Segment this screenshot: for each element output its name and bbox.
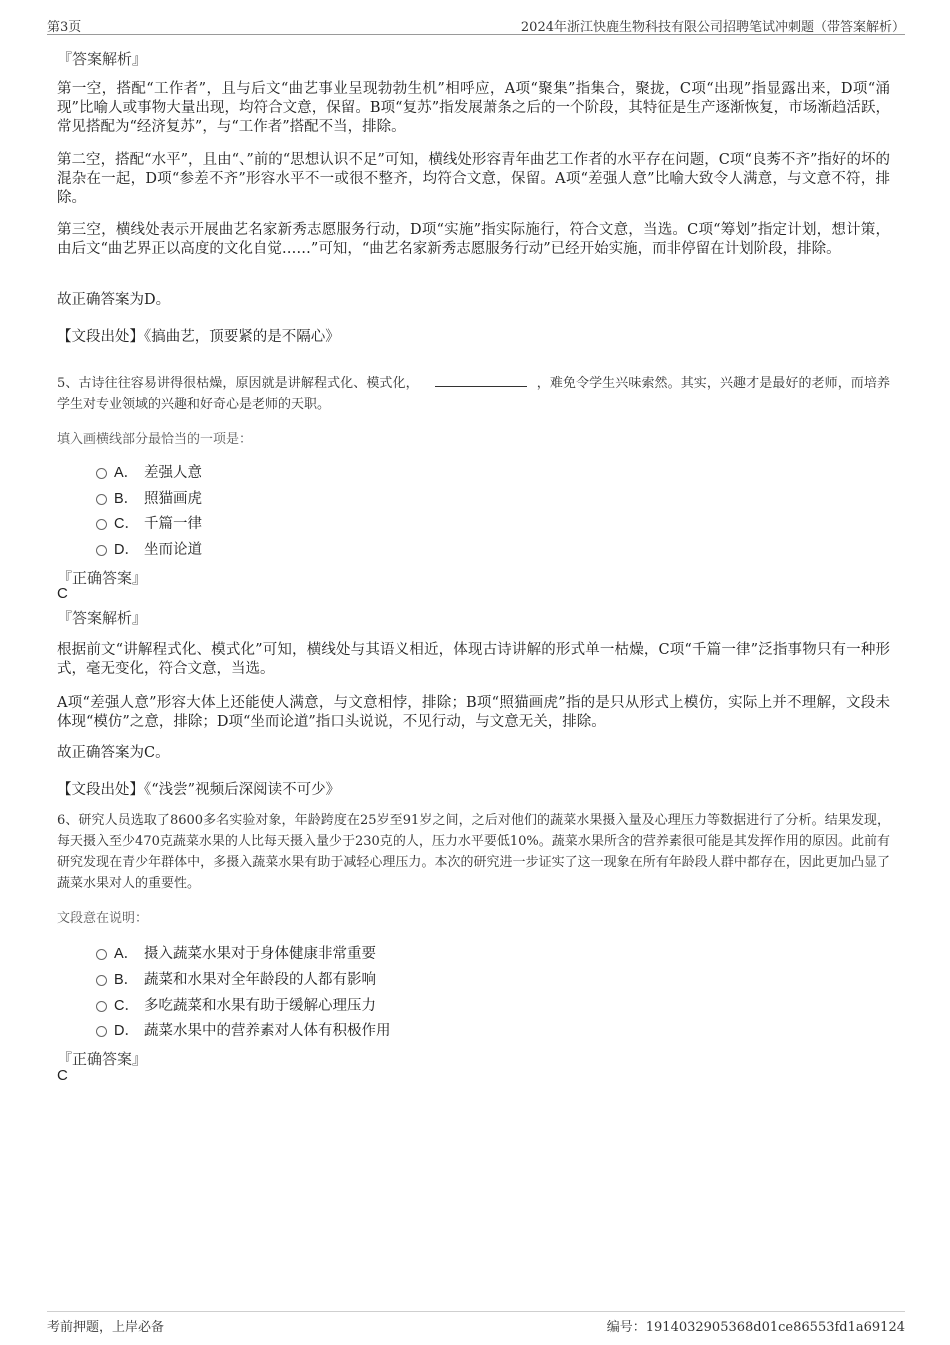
q5-correct-answer: C xyxy=(57,585,68,602)
option-text: 差强人意 xyxy=(144,465,202,481)
option-text: 坐而论道 xyxy=(144,542,202,558)
q5-blank xyxy=(435,374,527,387)
option-letter: B． xyxy=(114,491,139,507)
radio-icon[interactable] xyxy=(96,975,107,986)
q4-analysis-paragraph-3: 第三空，横线处表示开展曲艺名家新秀志愿服务行动，D项“实施”指实际施行，符合文意，当选。C项“筹划”指定计划，想计策，由后文“曲艺界正以高度的文化自觉……”可知，“曲艺名家新秀志愿服务行动”已经开始实施，而非停留在计划阶段，排除。 xyxy=(57,222,890,257)
q4-analysis-label: 『答案解析』 xyxy=(57,50,148,68)
option-text: 摄入蔬菜水果对于身体健康非常重要 xyxy=(144,946,376,962)
option-text: 千篇一律 xyxy=(144,516,202,532)
radio-icon[interactable] xyxy=(96,1026,107,1037)
q5-conclusion: 故正确答案为C。 xyxy=(57,745,170,761)
document-serial: 编号：1914032905368d01ce86553fd1a69124 xyxy=(606,1320,905,1335)
q5-source: 【文段出处】《“浅尝”视频后深阅读不可少》 xyxy=(57,782,341,798)
q5-stem-after: ，难免令学生兴味索然。其实，兴趣才是最好的老师，而培养学生对专业领域的兴趣和好奇心是老师的天职。 xyxy=(57,376,890,412)
radio-icon[interactable] xyxy=(96,545,107,556)
page-number: 第3页 xyxy=(47,20,82,35)
q4-analysis-paragraph-1: 第一空，搭配“工作者”，且与后文“曲艺事业呈现勃勃生机”相呼应，A项“聚集”指集合，聚拢，C项“出现”指显露出来，D项“涌现”比喻人或事物大量出现，均符合文意，保留。B项“复苏”指发展萧条之后的一个阶段，其特征是生产逐渐恢复，市场渐趋活跃，常见搭配为“经济复苏”，与“工作者”搭配不当，排除。 xyxy=(57,81,890,135)
q4-conclusion: 故正确答案为D。 xyxy=(57,292,171,308)
option-letter: C． xyxy=(114,998,139,1014)
q4-analysis-paragraph-2: 第二空，搭配“水平”，且由“、”前的“思想认识不足”可知，横线处形容青年曲艺工作者的水平存在问题，C项“良莠不齐”指好的坏的混杂在一起，D项“参差不齐”形容水平不一或很不整齐，均符合文意，保留。A项“差强人意”比喻大致令人满意，与文意不符，排除。 xyxy=(57,152,890,206)
q6-prompt: 文段意在说明： xyxy=(57,911,149,926)
q5-correct-label: 『正确答案』 xyxy=(57,569,148,587)
page-footer xyxy=(47,1311,905,1338)
radio-icon[interactable] xyxy=(96,949,107,960)
option-letter: A． xyxy=(114,946,139,962)
option-letter: D． xyxy=(114,542,139,558)
radio-icon[interactable] xyxy=(96,519,107,530)
option-text: 蔬菜水果中的营养素对人体有积极作用 xyxy=(144,1023,391,1039)
q4-source: 【文段出处】《搞曲艺，顶要紧的是不隔心》 xyxy=(57,329,340,345)
q6-stem: 6、研究人员选取了8600多名实验对象，年龄跨度在25岁至91岁之间，之后对他们的蔬菜水果摄入量及心理压力等数据进行了分析。结果发现，每天摄入至少470克蔬菜水果的人比每天摄入量少于230克的人，压力水平要低10%。蔬菜水果所含的营养素很可能是其发挥作用的原因。此前有研究发现在青少年群体中，多摄入蔬菜水果有助于减轻心理压力。本次的研究进一步证实了这一现象在所有年龄段人群中都存在，因此更加凸显了蔬菜水果对人的重要性。 xyxy=(57,813,890,891)
q5-analysis-label: 『答案解析』 xyxy=(57,609,148,627)
option-text: 蔬菜和水果对全年龄段的人都有影响 xyxy=(144,972,376,988)
page-header xyxy=(47,12,905,35)
option-letter: C． xyxy=(114,516,139,532)
option-letter: B． xyxy=(114,972,139,988)
q5-analysis-paragraph-2: A项“差强人意”形容大体上还能使人满意，与文意相悖，排除；B项“照猫画虎”指的是只从形式上模仿，实际上并不理解，文段未体现“模仿”之意，排除；D项“坐而论道”指口头说说，不见行动，与文意无关，排除。 xyxy=(57,695,890,730)
option-letter: A． xyxy=(114,465,139,481)
footer-slogan: 考前押题，上岸必备 xyxy=(47,1320,165,1335)
option-text: 照猫画虎 xyxy=(144,491,202,507)
q5-prompt: 填入画横线部分最恰当的一项是： xyxy=(57,432,253,447)
q6-correct-answer: C xyxy=(57,1067,68,1084)
q6-correct-label: 『正确答案』 xyxy=(57,1050,148,1068)
radio-icon[interactable] xyxy=(96,468,107,479)
q5-analysis-paragraph-1: 根据前文“讲解程式化、模式化”可知，横线处与其语义相近，体现古诗讲解的形式单一枯燥，C项“千篇一律”泛指事物只有一种形式，毫无变化，符合文意，当选。 xyxy=(57,642,890,677)
option-letter: D． xyxy=(114,1023,139,1039)
q5-stem xyxy=(57,373,890,415)
q5-stem-before: 5、古诗往往容易讲得很枯燥，原因就是讲解程式化、模式化， xyxy=(57,376,419,391)
option-text: 多吃蔬菜和水果有助于缓解心理压力 xyxy=(144,998,376,1014)
radio-icon[interactable] xyxy=(96,494,107,505)
radio-icon[interactable] xyxy=(96,1001,107,1012)
document-title: 2024年浙江快鹿生物科技有限公司招聘笔试冲刺题（带答案解析） xyxy=(520,20,905,35)
